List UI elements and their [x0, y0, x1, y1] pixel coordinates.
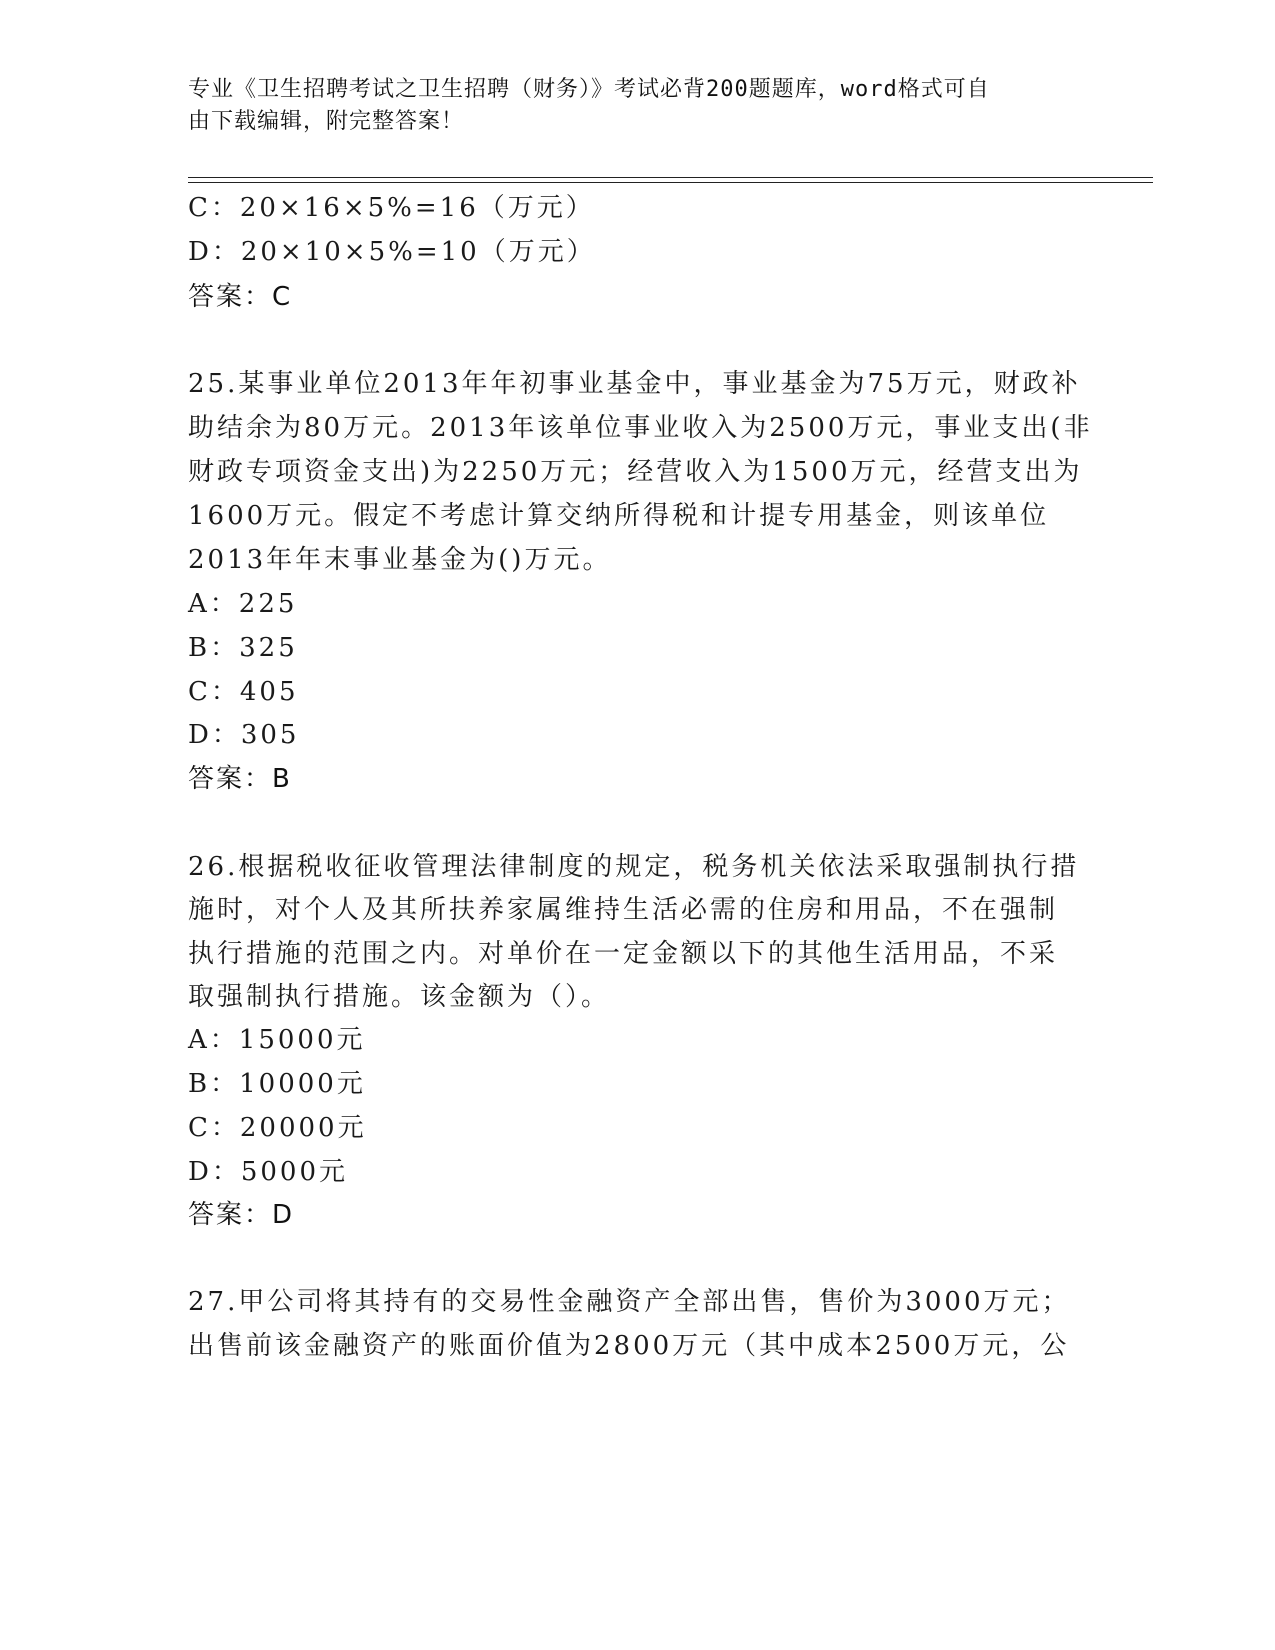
q25-option-d: D：305 — [188, 720, 300, 750]
header-divider-top — [188, 177, 1153, 178]
q27-line-2: 出售前该金融资产的账面价值为2800万元（其中成本2500万元，公 — [188, 1331, 1070, 1361]
prev-option-d: D：20×10×5%=10（万元） — [188, 237, 596, 267]
q26-answer: 答案：D — [188, 1200, 295, 1230]
q26-option-c: C：20000元 — [188, 1113, 367, 1143]
q25-line-3: 财政专项资金支出)为2250万元；经营收入为1500万元，经营支出为 — [188, 457, 1083, 487]
prev-answer: 答案：C — [188, 282, 293, 312]
q27-line-1: 27.甲公司将其持有的交易性金融资产全部出售，售价为3000万元； — [188, 1287, 1071, 1317]
document-header — [188, 74, 1088, 138]
prev-option-c: C：20×16×5%=16（万元） — [188, 193, 595, 223]
header-line-1: 专业《卫生招聘考试之卫生招聘（财务）》考试必背200题题库，word格式可自 — [188, 77, 990, 102]
q25-answer: 答案：B — [188, 764, 292, 794]
q26-option-b: B：10000元 — [188, 1069, 366, 1099]
q26-line-3: 执行措施的范围之内。对单价在一定金额以下的其他生活用品，不采 — [188, 939, 1059, 969]
header-divider-bottom — [188, 182, 1153, 183]
q25-line-2: 助结余为80万元。2013年该单位事业收入为2500万元，事业支出(非 — [188, 413, 1093, 443]
q25-option-a: A：225 — [188, 589, 298, 619]
q26-option-a: A：15000元 — [188, 1025, 366, 1055]
q25-line-4: 1600万元。假定不考虑计算交纳所得税和计提专用基金，则该单位 — [188, 501, 1050, 531]
q26-line-4: 取强制执行措施。该金额为（）。 — [188, 982, 611, 1012]
q26-line-2: 施时，对个人及其所扶养家属维持生活必需的住房和用品，不在强制 — [188, 895, 1059, 925]
q26-line-1: 26.根据税收征收管理法律制度的规定，税务机关依法采取强制执行措 — [188, 852, 1080, 882]
header-line-2: 由下载编辑，附完整答案！ — [188, 109, 465, 134]
q25-option-b: B：325 — [188, 633, 298, 663]
q25-option-c: C：405 — [188, 677, 299, 707]
q25-line-1: 25.某事业单位2013年年初事业基金中，事业基金为75万元，财政补 — [188, 369, 1081, 399]
q25-line-5: 2013年年末事业基金为()万元。 — [188, 545, 612, 575]
q26-option-d: D：5000元 — [188, 1157, 349, 1187]
